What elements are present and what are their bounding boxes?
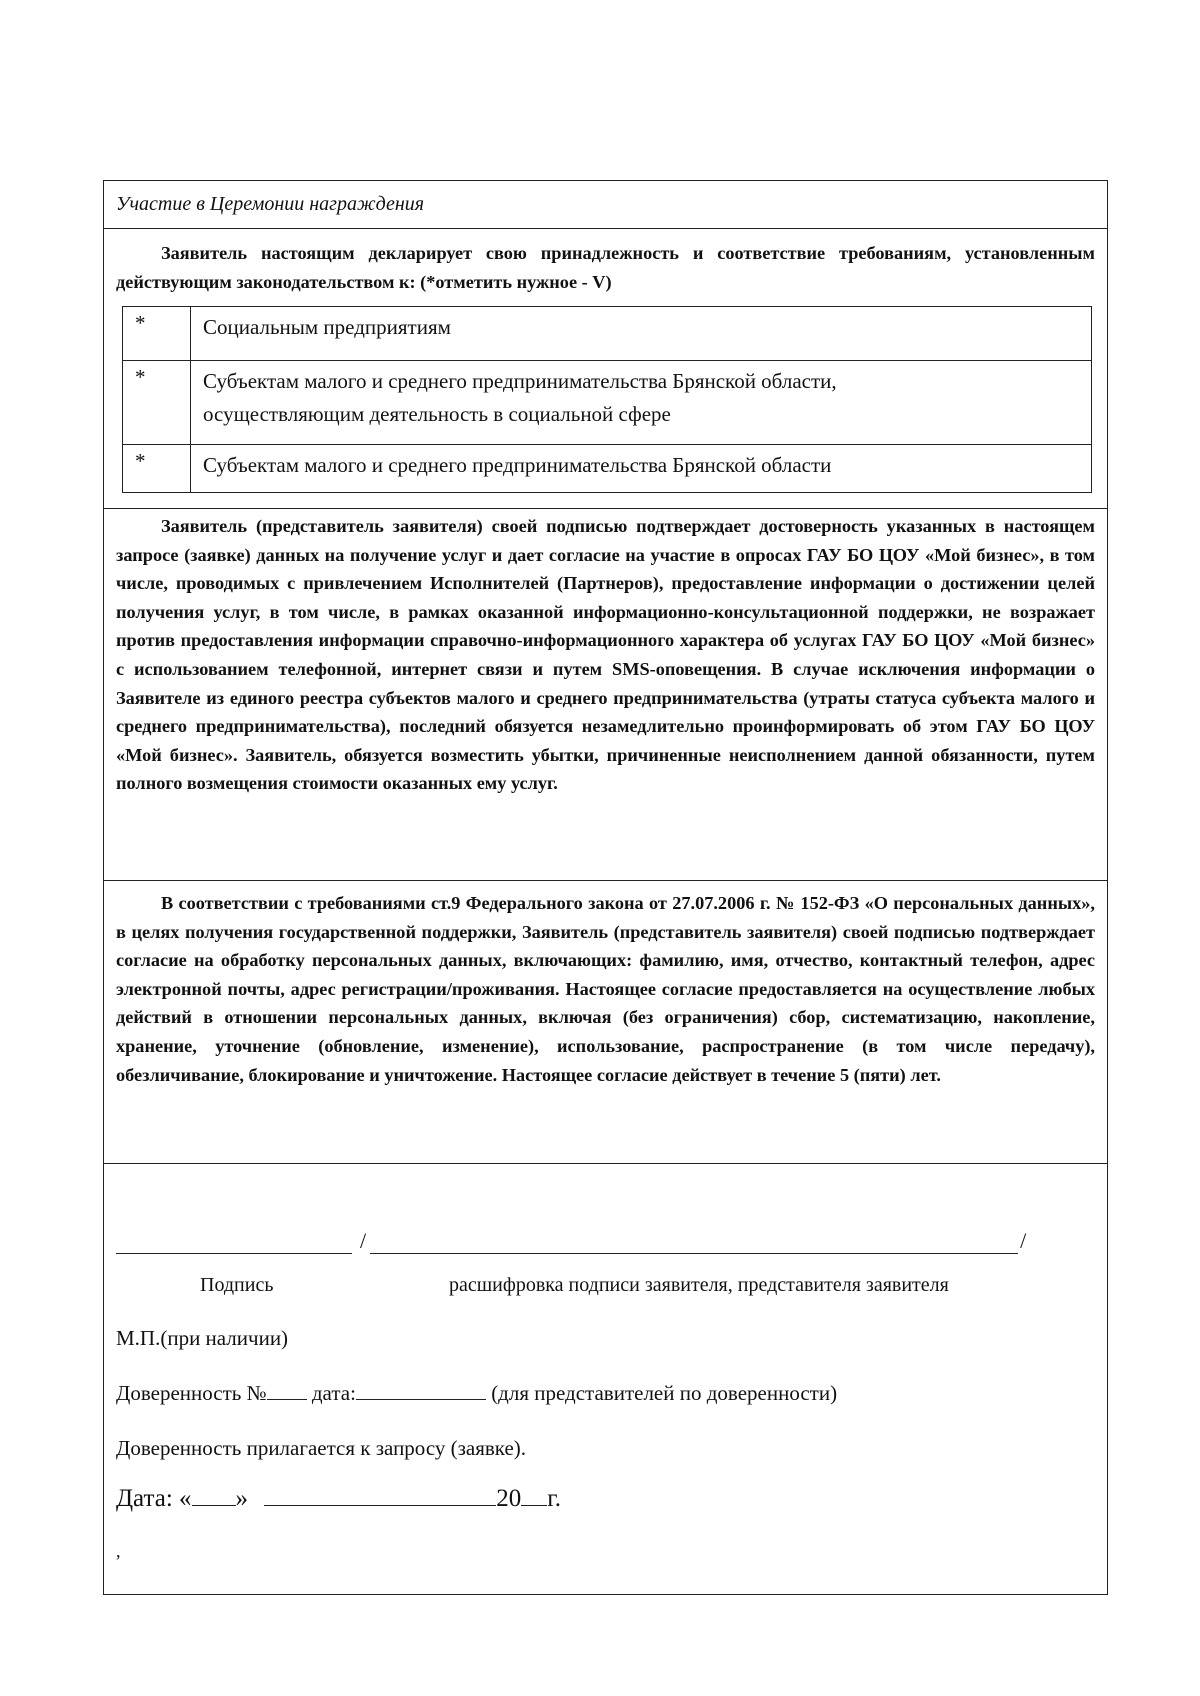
- separator-slash: /: [1020, 1228, 1027, 1253]
- section-title-row: [104, 181, 1107, 229]
- date-year-prefix: 20: [496, 1485, 522, 1512]
- declaration-text: Заявитель настоящим декларирует свою принадлежность и соответствие требованиям, установленным действующим законодательством к: (*отметить нужное - V): [116, 243, 1095, 292]
- option-label-line: Социальным предприятиям: [203, 315, 451, 340]
- option-label-line: осуществляющим деятельность в социальной сфере: [203, 402, 671, 427]
- stamp-line: М.П.(при наличии): [116, 1326, 289, 1350]
- signature-decode-field[interactable]: [370, 1227, 1018, 1254]
- signature-section: [104, 1164, 1107, 1594]
- option-label-line: Субъектам малого и среднего предпринимательства Брянской области: [203, 453, 832, 478]
- signature-decode-label: расшифровка подписи заявителя, представителя заявителя: [449, 1274, 949, 1296]
- option-label-line: Субъектам малого и среднего предпринимательства Брянской области,: [203, 369, 837, 394]
- declaration-section: [104, 229, 1107, 509]
- date-quote: »: [235, 1485, 249, 1512]
- date-year-suffix: г.: [547, 1485, 561, 1512]
- option-mark[interactable]: *: [123, 445, 191, 493]
- signature-field[interactable]: [116, 1227, 352, 1254]
- poa-number-label: Доверенность №: [116, 1381, 267, 1405]
- poa-attached-note: Доверенность прилагается к запросу (заявке).: [116, 1436, 527, 1460]
- stray-comma: ,: [116, 1541, 121, 1561]
- personal-data-section: [104, 881, 1107, 1164]
- poa-number-field[interactable]: [267, 1381, 307, 1400]
- section-title: Участие в Церемонии награждения: [116, 193, 425, 215]
- date-month-field[interactable]: [264, 1487, 496, 1506]
- date-year-field[interactable]: [521, 1487, 547, 1506]
- signature-label: Подпись: [200, 1274, 274, 1296]
- option-mark[interactable]: *: [123, 361, 191, 445]
- option-row-sme[interactable]: [123, 445, 1092, 493]
- option-mark[interactable]: *: [123, 307, 191, 361]
- option-row-sme-social[interactable]: [123, 361, 1092, 445]
- date-label: Дата: «: [116, 1485, 192, 1512]
- power-of-attorney-line: [116, 1381, 837, 1406]
- personal-data-consent-text: В соответствии с требованиями ст.9 Федерального закона от 27.07.2006 г. № 152-ФЗ «О персональных данных», в целях получения государственной поддержки, Заявитель (представитель заявителя) своей подписью подтверждает согласие на обработку персональных данных, включающих: фамилию, имя, отчество, контактный телефон, адрес электронной почты, адрес регистрации/проживания. Настоящее согласие предоставляется на осуществление любых действий в отношении персональных данных, включая (без ограничения) сбор, систематизацию, накопление, хранение, уточнение (обновление, изменение), использование, распространение (в том числе передачу), обезличивание, блокирование и уничтожение. Настоящее согласие действует в течение 5 (пяти) лет.: [116, 893, 1095, 1085]
- confirmation-text: Заявитель (представитель заявителя) своей подписью подтверждает достоверность указанных в настоящем запросе (заявке) данных на получение услуг и дает согласие на участие в опросах ГАУ БО ЦОУ «Мой бизнес», в том числе, проводимых с привлечением Исполнителей (Партнеров), предоставление информации о достижении целей получения услуг, в том числе, в рамках оказанной информационно-консультационной поддержки, не возражает против предоставления информации справочно-информационного характера об услугах ГАУ БО ЦОУ «Мой бизнес» с использованием телефонной, интернет связи и путем SMS-оповещения. В случае исключения информации о Заявителе из единого реестра субъектов малого и среднего предпринимательства (утраты статуса субъекта малого и среднего предпринимательства), последний обязуется незамедлительно проинформировать об этом ГАУ БО ЦОУ «Мой бизнес». Заявитель, обязуется возместить убытки, причиненные неисполнением данной обязанности, путем полного возмещения стоимости оказанных ему услуг.: [116, 516, 1095, 794]
- application-form: [103, 180, 1108, 1595]
- date-day-field[interactable]: [192, 1487, 236, 1506]
- confirmation-section: [104, 509, 1107, 881]
- poa-date-field[interactable]: [356, 1381, 486, 1400]
- signature-line: [116, 1227, 1026, 1254]
- poa-note: (для представителей по доверенности): [491, 1381, 838, 1405]
- poa-date-label: дата:: [311, 1381, 356, 1405]
- option-row-social[interactable]: [123, 307, 1092, 361]
- separator-slash: /: [360, 1228, 367, 1253]
- category-options-table: [122, 306, 1092, 493]
- date-line: [116, 1485, 561, 1513]
- option-label: [191, 445, 1092, 493]
- option-label: [191, 307, 1092, 361]
- option-label: [191, 361, 1092, 445]
